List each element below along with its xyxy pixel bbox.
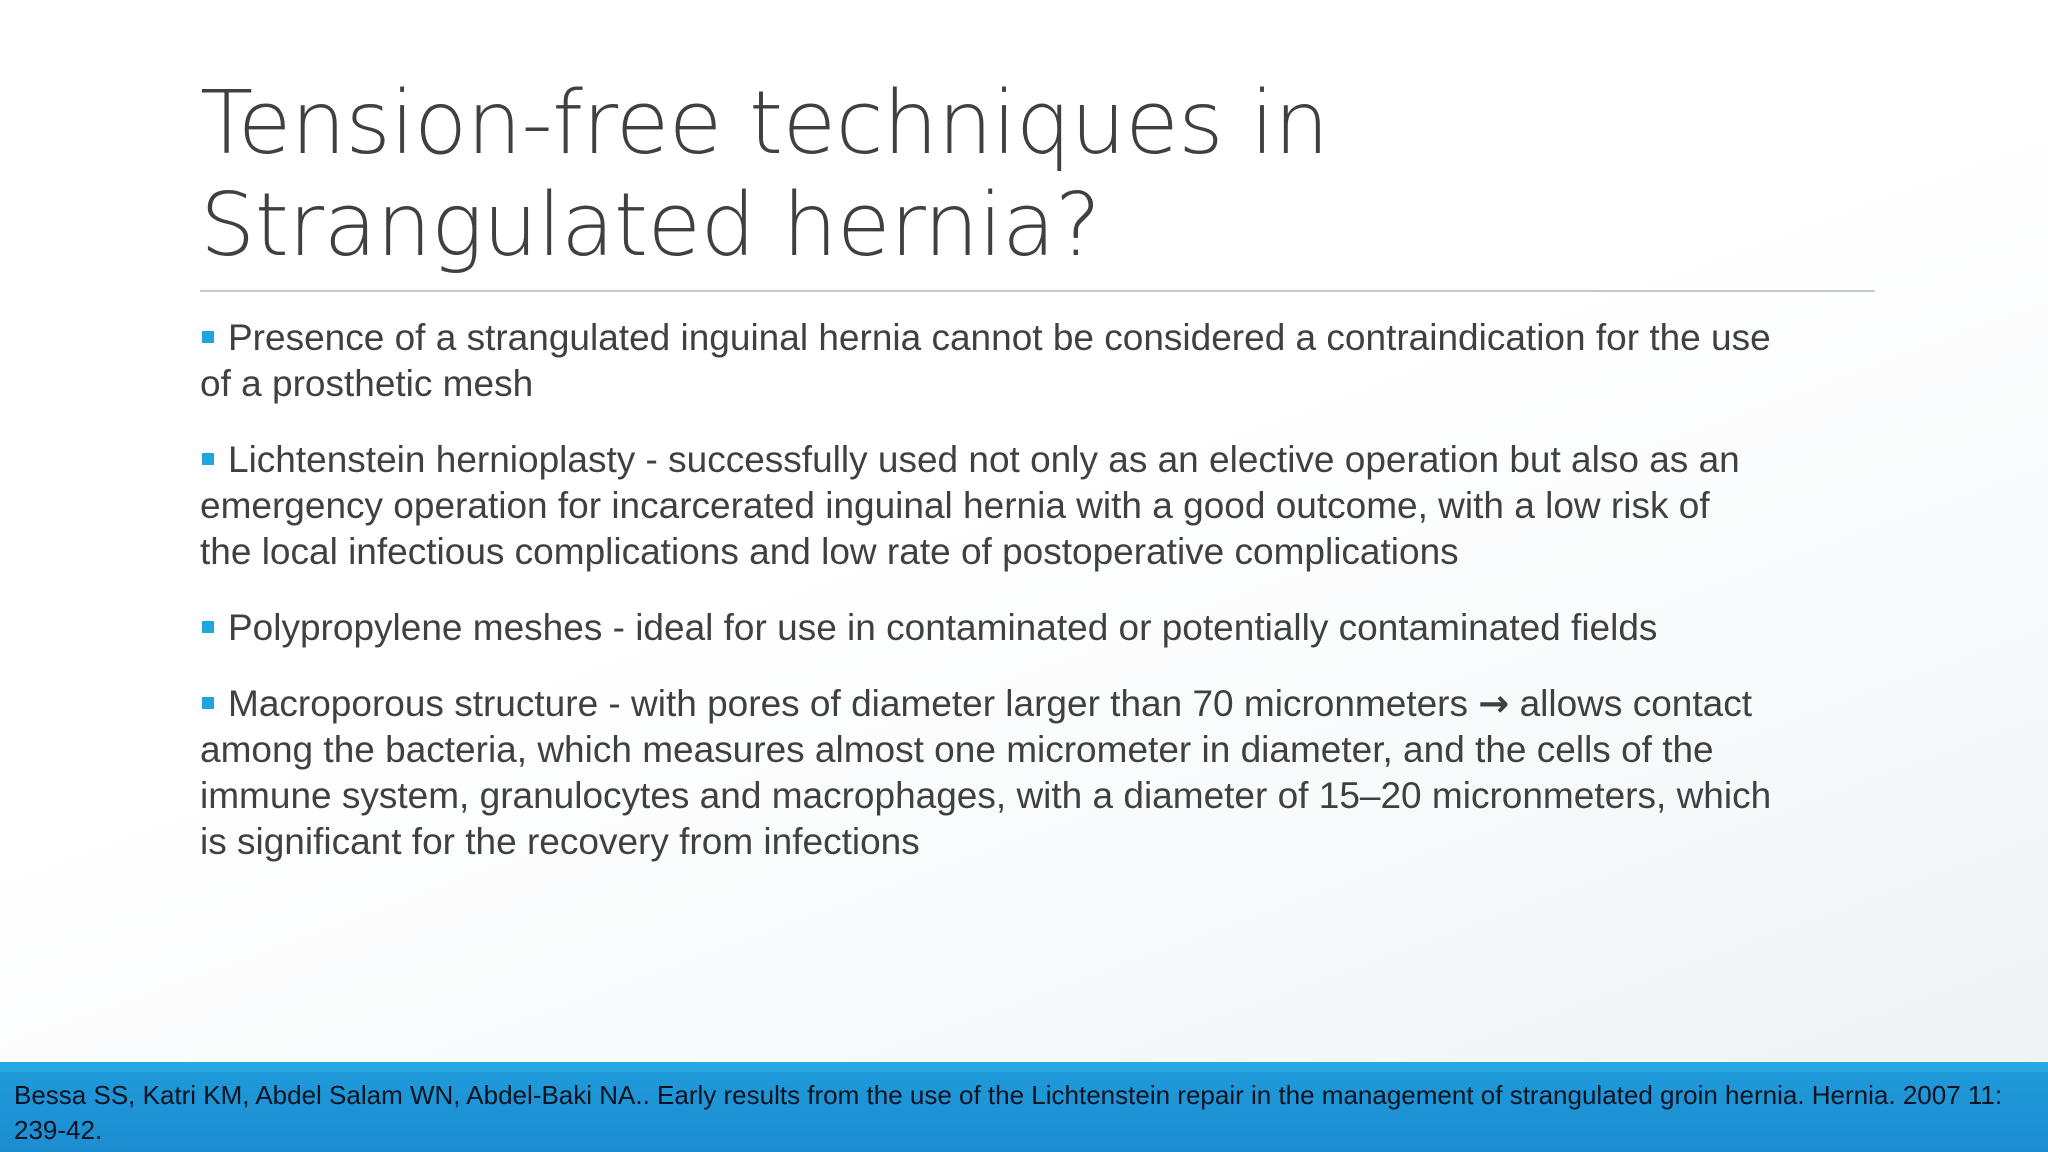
- bullet-line: [200, 605, 1886, 651]
- bullet-square-icon: [202, 621, 214, 633]
- bullet-text: Lichtenstein hernioplasty - successfully used not only as an elective operation but also as an: [228, 439, 1740, 480]
- bullet-line: immune system, granulocytes and macrophages, with a diameter of 15–20 micronmeters, which: [200, 775, 1772, 816]
- bullet-text: Polypropylene meshes - ideal for use in contaminated or potentially contaminated fields: [228, 607, 1658, 648]
- reference-citation: Bessa SS, Katri KM, Abdel Salam WN, Abdel-Baki NA.. Early results from the use of the Lichtenstein repair in the management of strangulated groin hernia. Hernia. 2007 11: 239-42.: [14, 1080, 2003, 1145]
- bullet-item: [186, 681, 1886, 865]
- bullet-line: [200, 437, 1886, 483]
- reference-footer-bar: [0, 1062, 2048, 1152]
- slide-title: Tension-free techniques in Strangulated hernia?: [200, 72, 1329, 276]
- right-arrow-icon: →: [1478, 682, 1510, 725]
- bullet-line: [200, 315, 1886, 361]
- bullet-list: [186, 315, 1886, 895]
- title-divider: [200, 290, 1875, 292]
- bullet-text: Presence of a strangulated inguinal hernia cannot be considered a contraindication for the use: [228, 317, 1771, 358]
- bullet-item: [186, 315, 1886, 407]
- bullet-item: [186, 605, 1886, 651]
- bullet-square-icon: [202, 453, 214, 465]
- bullet-line: is significant for the recovery from infections: [200, 821, 920, 862]
- bullet-line: [200, 681, 1886, 727]
- bullet-line: the local infectious complications and low rate of postoperative complications: [200, 531, 1459, 572]
- bullet-text: allows contact: [1519, 683, 1752, 724]
- bullet-line: of a prosthetic mesh: [200, 363, 534, 404]
- bullet-square-icon: [202, 697, 214, 709]
- bullet-item: [186, 437, 1886, 575]
- bullet-square-icon: [202, 331, 214, 343]
- bullet-line: among the bacteria, which measures almost one micrometer in diameter, and the cells of the: [200, 729, 1714, 770]
- bullet-line: emergency operation for incarcerated inguinal hernia with a good outcome, with a low risk of: [200, 485, 1710, 526]
- bullet-text: Macroporous structure - with pores of diameter larger than 70 micronmeters: [228, 683, 1469, 724]
